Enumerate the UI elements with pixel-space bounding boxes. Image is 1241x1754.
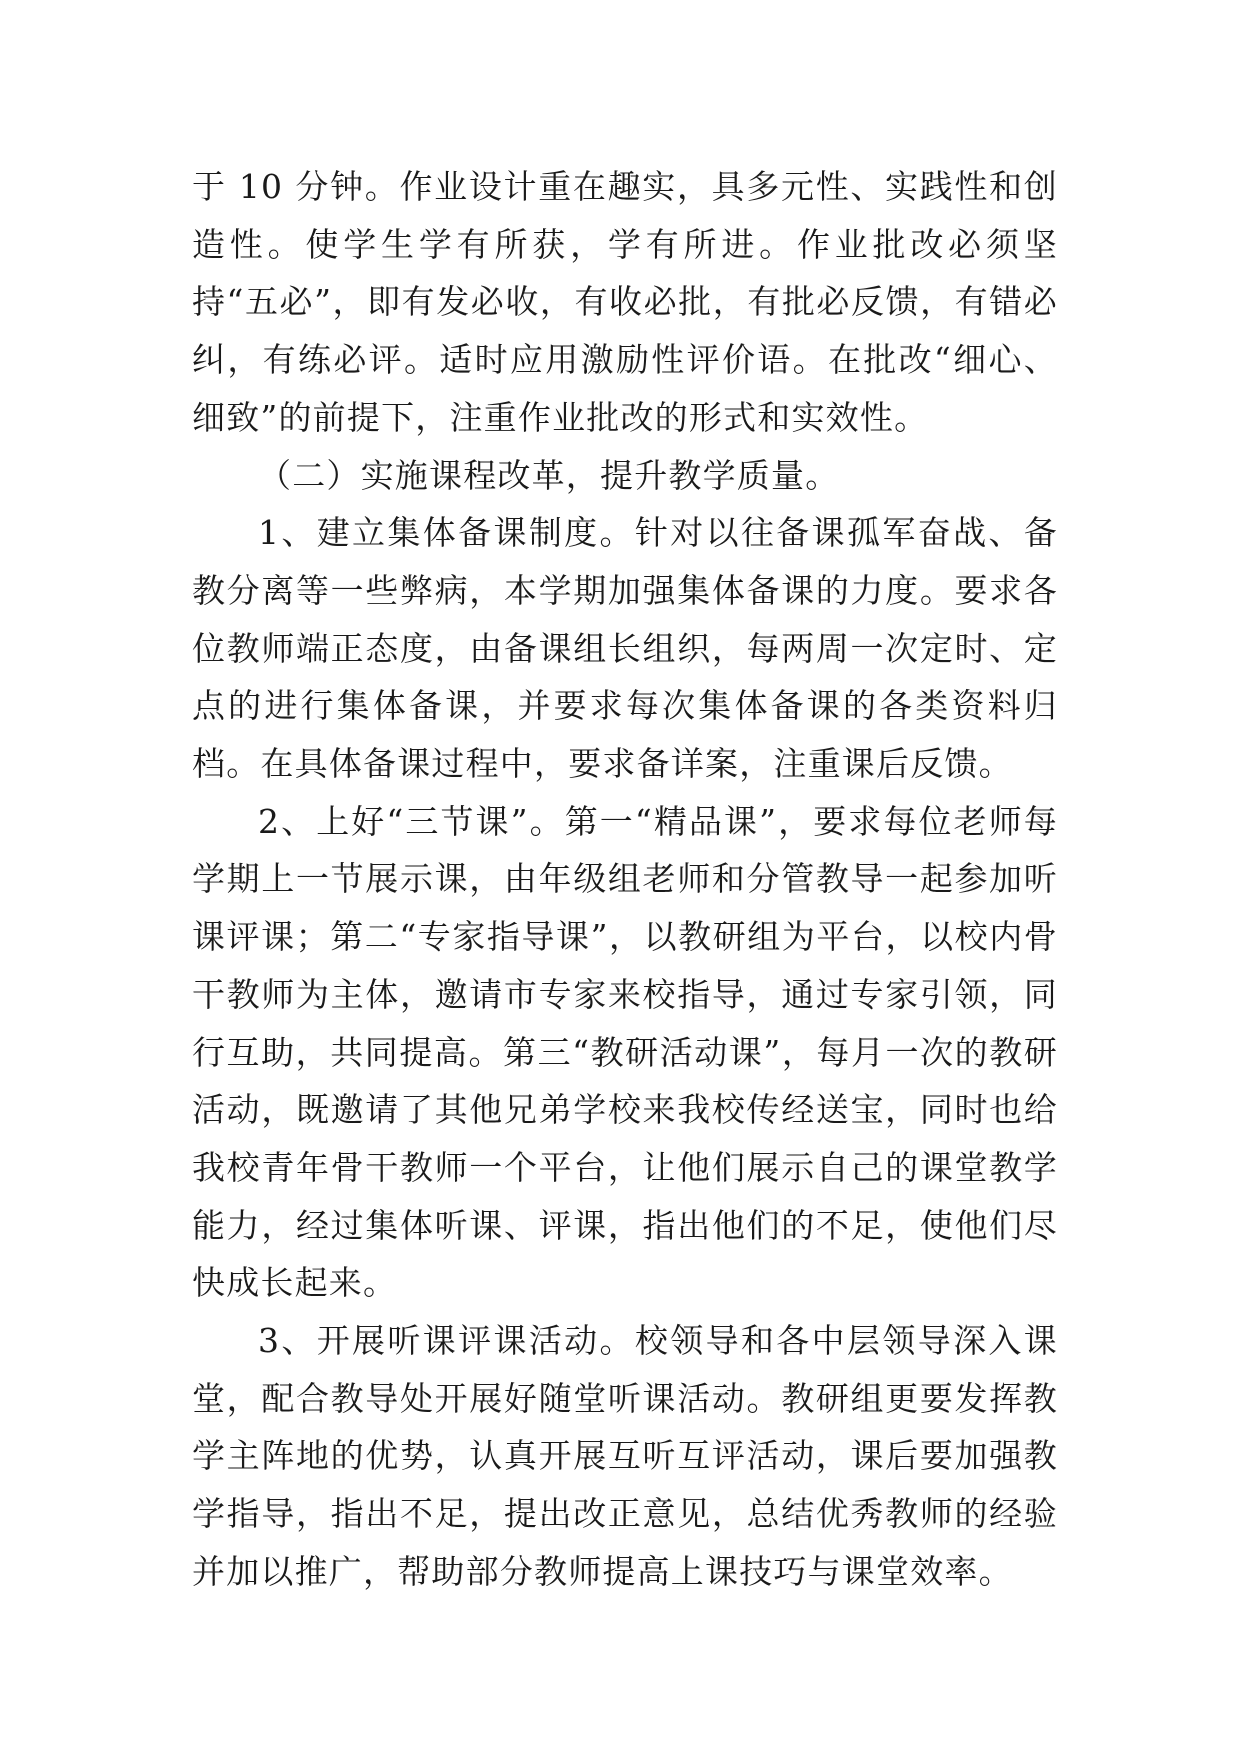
paragraph-collective-lesson-prep: 1、建立集体备课制度。针对以往备课孤军奋战、备教分离等一些弊病，本学期加强集体备课的力度。要求各位教师端正态度，由备课组长组织，每两周一次定时、定点的进行集体备课，并要求每次集体备课的各类资料归档。在具体备课过程中，要求备详案，注重课后反馈。	[192, 513, 1058, 784]
paragraph-homework-continuation: 于 10 分钟。作业设计重在趣实，具多元性、实践性和创造性。使学生学有所获，学有所进。作业批改必须坚持“五必”，即有发必收，有收必批，有批必反馈，有错必纠，有练必评。适时应用激励性评价语。在批改“细心、细致”的前提下，注重作业批改的形式和实效性。	[192, 167, 1058, 437]
paragraph-three-lessons: 2、上好“三节课”。第一“精品课”，要求每位老师每学期上一节展示课，由年级组老师和分管教导一起参加听课评课；第二“专家指导课”，以教研组为平台，以校内骨干教师为主体，邀请市专家来校指导，通过专家引领，同行互助，共同提高。第三“教研活动课”，每月一次的教研活动，既邀请了其他兄弟学校来我校传经送宝，同时也给我校青年骨干教师一个平台，让他们展示自己的课堂教学能力，经过集体听课、评课，指出他们的不足，使他们尽快成长起来。	[192, 801, 1058, 1303]
paragraph-lesson-observation: 3、开展听课评课活动。校领导和各中层领导深入课堂，配合教导处开展好随堂听课活动。教研组更要发挥教学主阵地的优势，认真开展互听互评活动，课后要加强教学指导，指出不足，提出改正意见，总结优秀教师的经验并加以推广，帮助部分教师提高上课技巧与课堂效率。	[192, 1321, 1058, 1591]
section-heading-curriculum-reform: （二）实施课程改革，提升教学质量。	[258, 455, 840, 495]
document-body	[192, 158, 1058, 1601]
